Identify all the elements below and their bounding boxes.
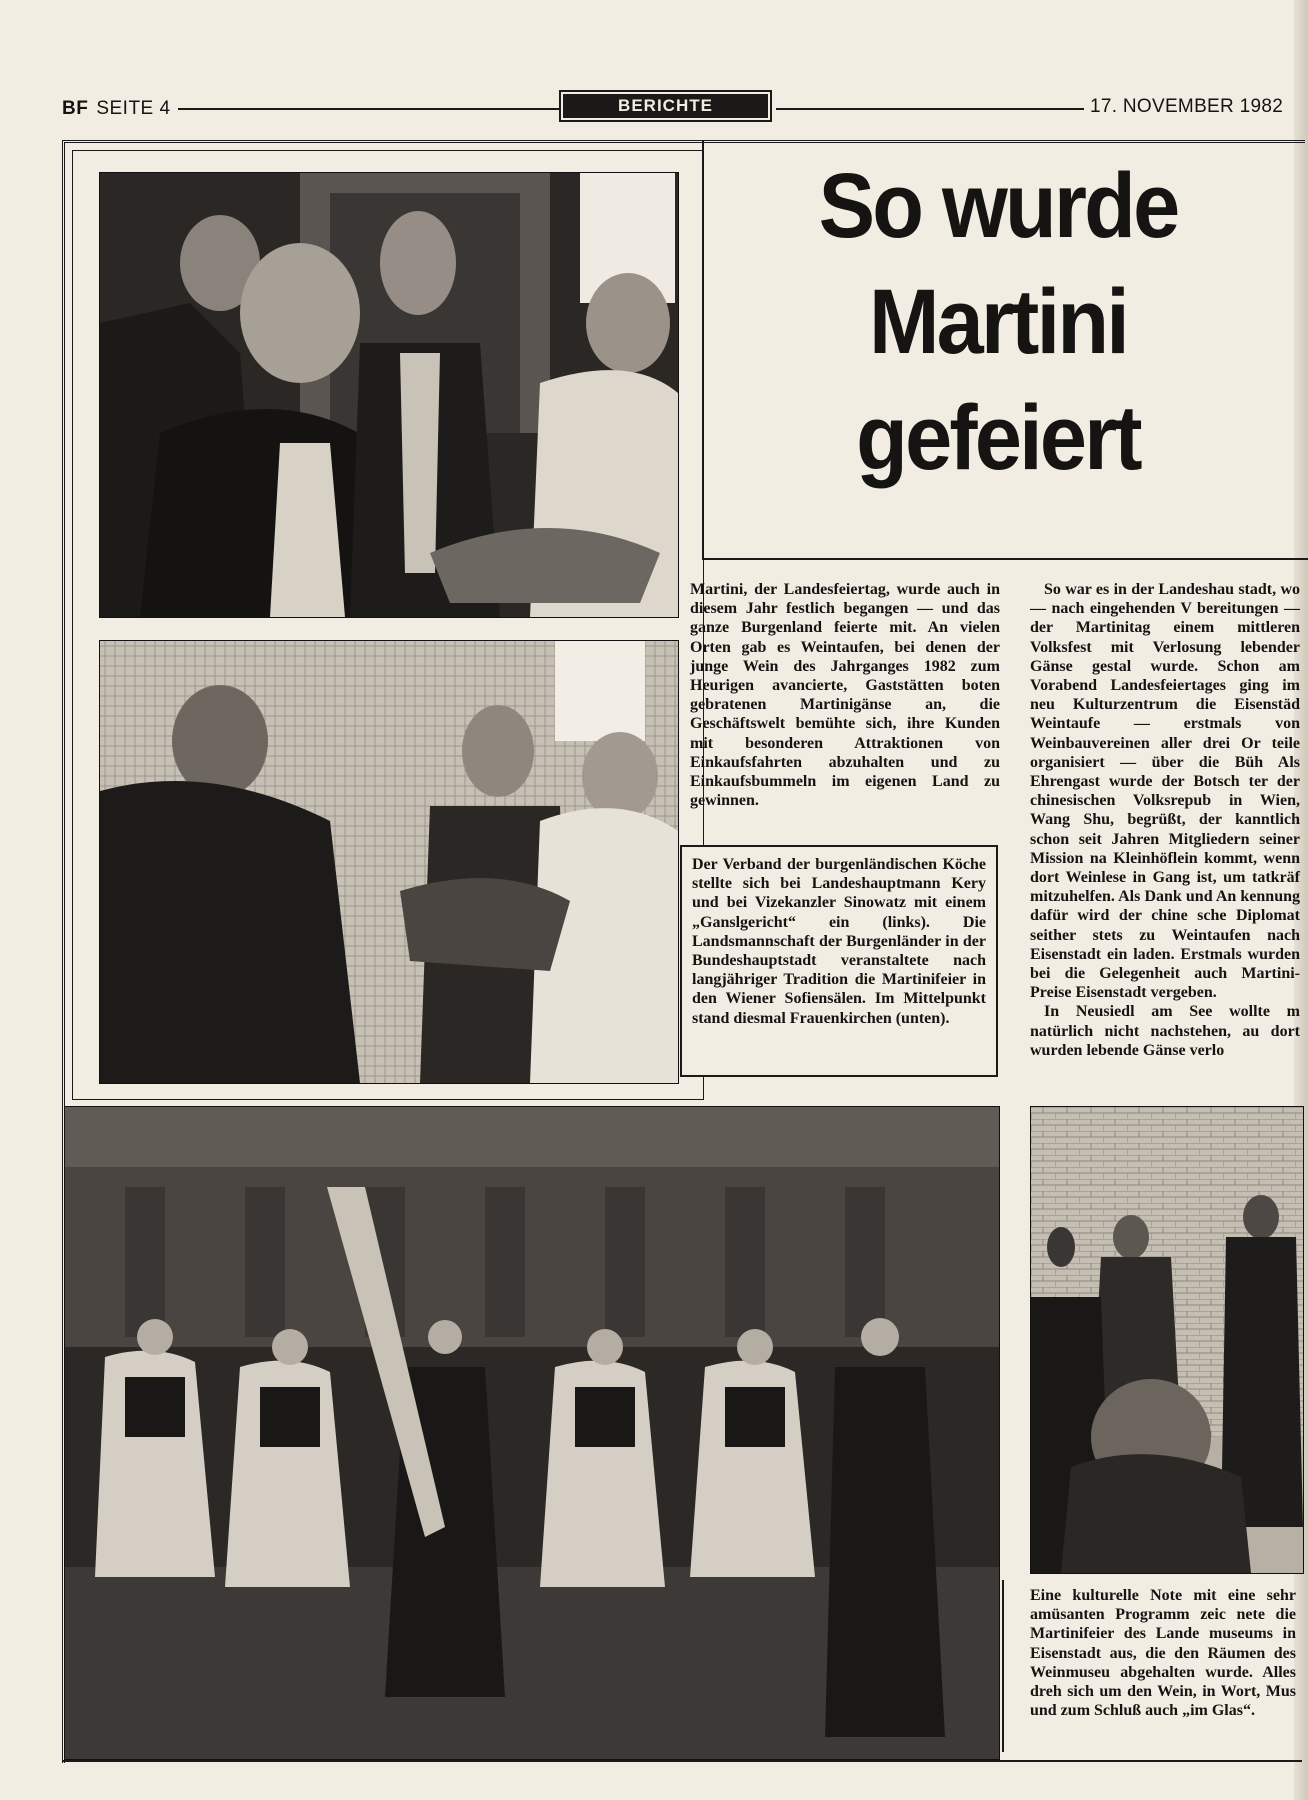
photo-chef-with-officials-top [99,172,679,618]
header-rule-right [776,108,1084,110]
article-paragraph-2: In Neusiedl am See wollte m natürlich nicht nachstehen, au dort wurden lebende Gänse verlo [1030,1003,1300,1059]
photo-folk-dancers [64,1106,1000,1760]
issue-date: 17. NOVEMBER 1982 [1090,96,1284,117]
header-rule-left [178,108,560,110]
page-number: SEITE 4 [96,98,171,119]
photo-chef-with-officials-middle [99,640,679,1084]
bottom-caption-text: Eine kulturelle Note mit eine sehr amüsanten Programm zeic nete die Martinifeier des Lande museums in Eisenstadt aus, die den Räumen des Weinmuseu abgehalten wurde. Alles dreh sich um den Wein, in Wort, Mus und zum Schluß auch „im Glas“. [1030,1587,1296,1720]
caption-text-column [692,855,986,1028]
page-header-left [62,98,171,120]
photo-caption-text: Der Verband der burgenländischen Köche stellte sich bei Landeshauptmann Kery und bei Vizekanzler Sinowatz mit einem „Ganslgericht“ ein (links). Die Landsmannschaft der Burgenländer in der Bundeshauptstadt veranstaltete nach langjähriger Tradition die Martinifeier in den Wiener Sofiensälen. Im Mittelpunkt stand diesmal Frauenkirchen (unten). [692,856,986,1027]
article-intro-paragraph: Martini, der Landesfeiertag, wurde auch in diesem Jahr festlich begangen — und das ganze Burgenland feierte mit. An vielen Orten gab es Weintaufen, bei denen der junge Wein des Jahrganges 1982 zum Heurigen avancierte, Gaststätten boten gebratenen Martinigänse an, die Geschäftswelt bemühte sich, ihre Kunden mit besonderen Attraktionen von Einkaufsfahrten abzuhalten und zu Einkaufsbummeln im eigenen Land zu gewinnen. [690,581,1000,810]
headline-line-3: gefeiert [856,387,1140,489]
headline [740,148,1255,496]
headline-line-1: So wurde [818,155,1178,257]
headline-line-2: Martini [868,271,1128,373]
photo-caption-box [680,845,998,1077]
article-paragraph-1: So war es in der Landeshau stadt, wo — nach eingehenden V bereitungen — der Martinitag einem mittleren Volksfest mit Verlosung lebender Gänse gestal wurde. Schon am Vorabend Landesfeiertages ging im neu Kulturzentrum die Eisenstäd Weintaufe — erstmals von Weinbauvereinen aller drei Or teile organisiert — über die Büh Als Ehrengast wurde der Botsch ter der chinesischen Volksrepub in Wien, Wang Shu, begrüßt, der kanntlich schon seit Jahren Mitgliedern seiner Mission na Kleinhöflein kommt, wenn dort Weinlese in Gang ist, um tatkräf mitzuhelfen. Als Dank und An kennung dafür wird der chine sche Diplomat seither stets zu Weintaufen nach Eisenstadt ein laden. Erstmals wurden bei die Gelegenheit auch Martini-Preise Eisenstadt vergeben. [1030,581,1300,1002]
photo-musicians [1030,1106,1304,1574]
bottom-rule [62,1760,1302,1762]
section-code: BF [62,98,89,119]
article-column-1 [690,580,1000,810]
section-title: BERICHTE [563,94,768,118]
bottom-caption-column [1030,1586,1296,1720]
article-column-2 [1030,580,1300,1059]
bottom-caption [1002,1580,1302,1752]
section-title-box [559,90,772,122]
